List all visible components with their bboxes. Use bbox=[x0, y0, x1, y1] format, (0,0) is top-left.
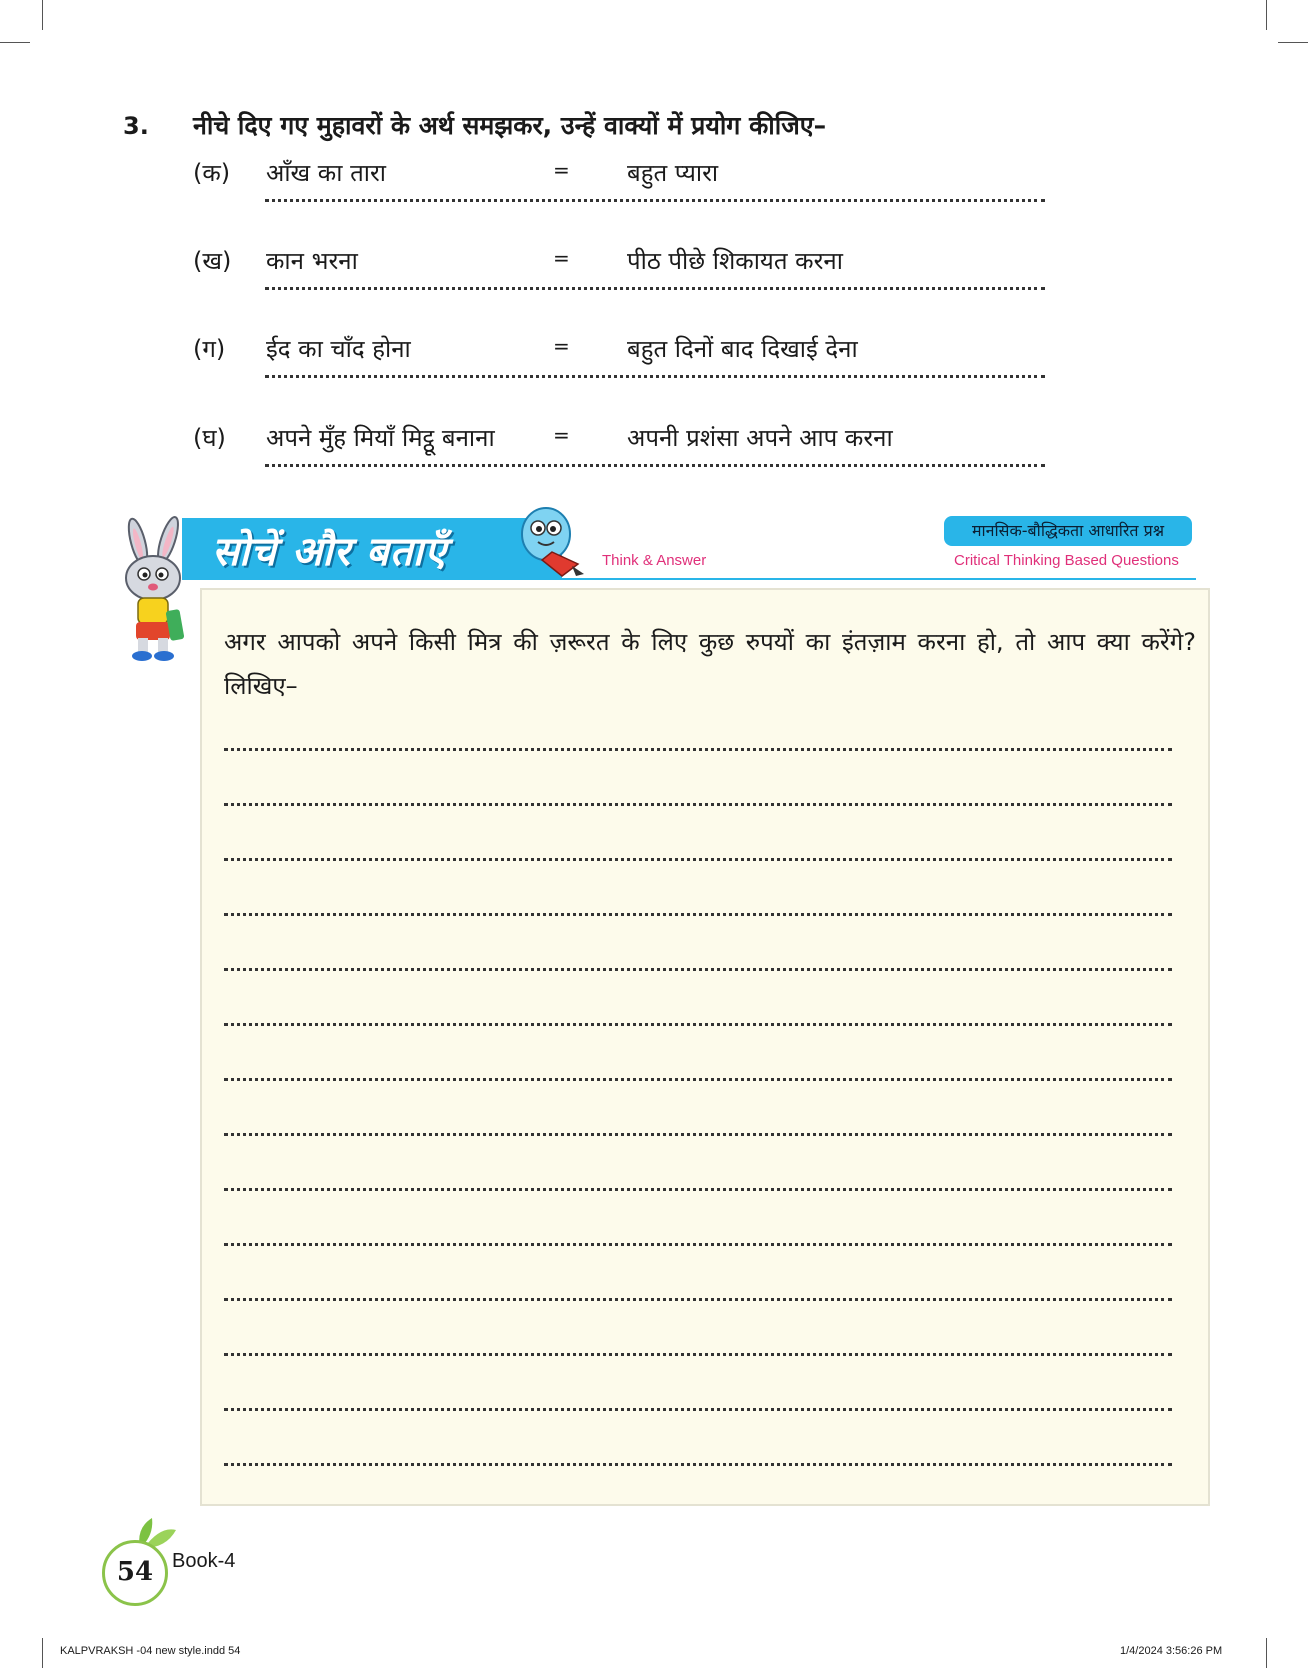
pencil-mascot-icon bbox=[512, 504, 588, 580]
answer-line[interactable] bbox=[224, 1078, 1172, 1081]
page-number-badge bbox=[102, 1540, 168, 1606]
idiom-label: (ग) bbox=[193, 335, 226, 363]
equals-sign: = bbox=[553, 158, 570, 182]
answer-line[interactable] bbox=[224, 1133, 1172, 1136]
idiom-meaning: पीठ पीछे शिकायत करना bbox=[627, 247, 843, 275]
idiom-phrase: कान भरना bbox=[266, 247, 358, 275]
answer-line[interactable] bbox=[224, 1463, 1172, 1466]
idiom-label: (घ) bbox=[193, 424, 226, 452]
answer-box bbox=[200, 588, 1210, 1506]
idiom-row bbox=[193, 332, 1053, 422]
idiom-phrase: अपने मुँह मियाँ मिट्ठू बनाना bbox=[266, 424, 495, 452]
section-divider bbox=[560, 578, 1196, 580]
crop-mark bbox=[42, 1638, 43, 1668]
crop-mark bbox=[1266, 1638, 1267, 1668]
answer-line[interactable] bbox=[265, 199, 1045, 202]
crop-mark bbox=[0, 42, 30, 43]
slug-datetime: 1/4/2024 3:56:26 PM bbox=[1120, 1645, 1223, 1657]
idiom-row bbox=[193, 421, 1053, 511]
answer-line[interactable] bbox=[224, 1243, 1172, 1246]
book-label: Book-4 bbox=[172, 1550, 236, 1572]
answer-line[interactable] bbox=[224, 1408, 1172, 1411]
answer-line[interactable] bbox=[224, 1353, 1172, 1356]
answer-line[interactable] bbox=[224, 1298, 1172, 1301]
idiom-meaning: बहुत प्यारा bbox=[627, 159, 719, 187]
think-answer-banner bbox=[182, 518, 562, 580]
section-title: सोचें और बताएँ bbox=[212, 529, 448, 575]
crop-mark bbox=[42, 0, 43, 30]
answer-line[interactable] bbox=[224, 1023, 1172, 1026]
idiom-phrase: ईद का चाँद होना bbox=[266, 335, 411, 363]
answer-line[interactable] bbox=[224, 748, 1172, 751]
idiom-row bbox=[193, 156, 1053, 246]
answer-line[interactable] bbox=[224, 1188, 1172, 1191]
idiom-label: (ख) bbox=[193, 247, 232, 275]
idiom-phrase: आँख का तारा bbox=[266, 159, 386, 187]
equals-sign: = bbox=[553, 246, 570, 270]
equals-sign: = bbox=[553, 334, 570, 358]
think-prompt: अगर आपको अपने किसी मित्र की ज़रूरत के लिए कुछ रुपयों का इंतज़ाम करना हो, तो आप क्या करेंगे? लिखिए– bbox=[224, 628, 1196, 700]
answer-line[interactable] bbox=[224, 858, 1172, 861]
critical-thinking-badge: मानसिक-बौद्धिकता आधारित प्रश्न bbox=[944, 516, 1192, 546]
idiom-row bbox=[193, 244, 1053, 334]
slug-file: KALPVRAKSH -04 new style.indd 54 bbox=[60, 1645, 241, 1657]
question-number: 3. bbox=[123, 112, 149, 140]
answer-line[interactable] bbox=[224, 913, 1172, 916]
answer-line[interactable] bbox=[265, 464, 1045, 467]
answer-line[interactable] bbox=[224, 968, 1172, 971]
answer-line[interactable] bbox=[265, 375, 1045, 378]
idiom-label: (क) bbox=[193, 159, 231, 187]
think-answer-label: Think & Answer bbox=[602, 552, 707, 569]
answer-line[interactable] bbox=[224, 803, 1172, 806]
answer-line[interactable] bbox=[265, 287, 1045, 290]
equals-sign: = bbox=[553, 423, 570, 447]
critical-thinking-label: Critical Thinking Based Questions bbox=[954, 552, 1179, 569]
crop-mark bbox=[1266, 0, 1267, 30]
crop-mark bbox=[1278, 42, 1308, 43]
idiom-meaning: अपनी प्रशंसा अपने आप करना bbox=[627, 424, 893, 452]
question-title: नीचे दिए गए मुहावरों के अर्थ समझकर, उन्हें वाक्यों में प्रयोग कीजिए– bbox=[193, 111, 827, 140]
page-number: 54 bbox=[116, 1557, 154, 1587]
idiom-meaning: बहुत दिनों बाद दिखाई देना bbox=[627, 335, 858, 363]
